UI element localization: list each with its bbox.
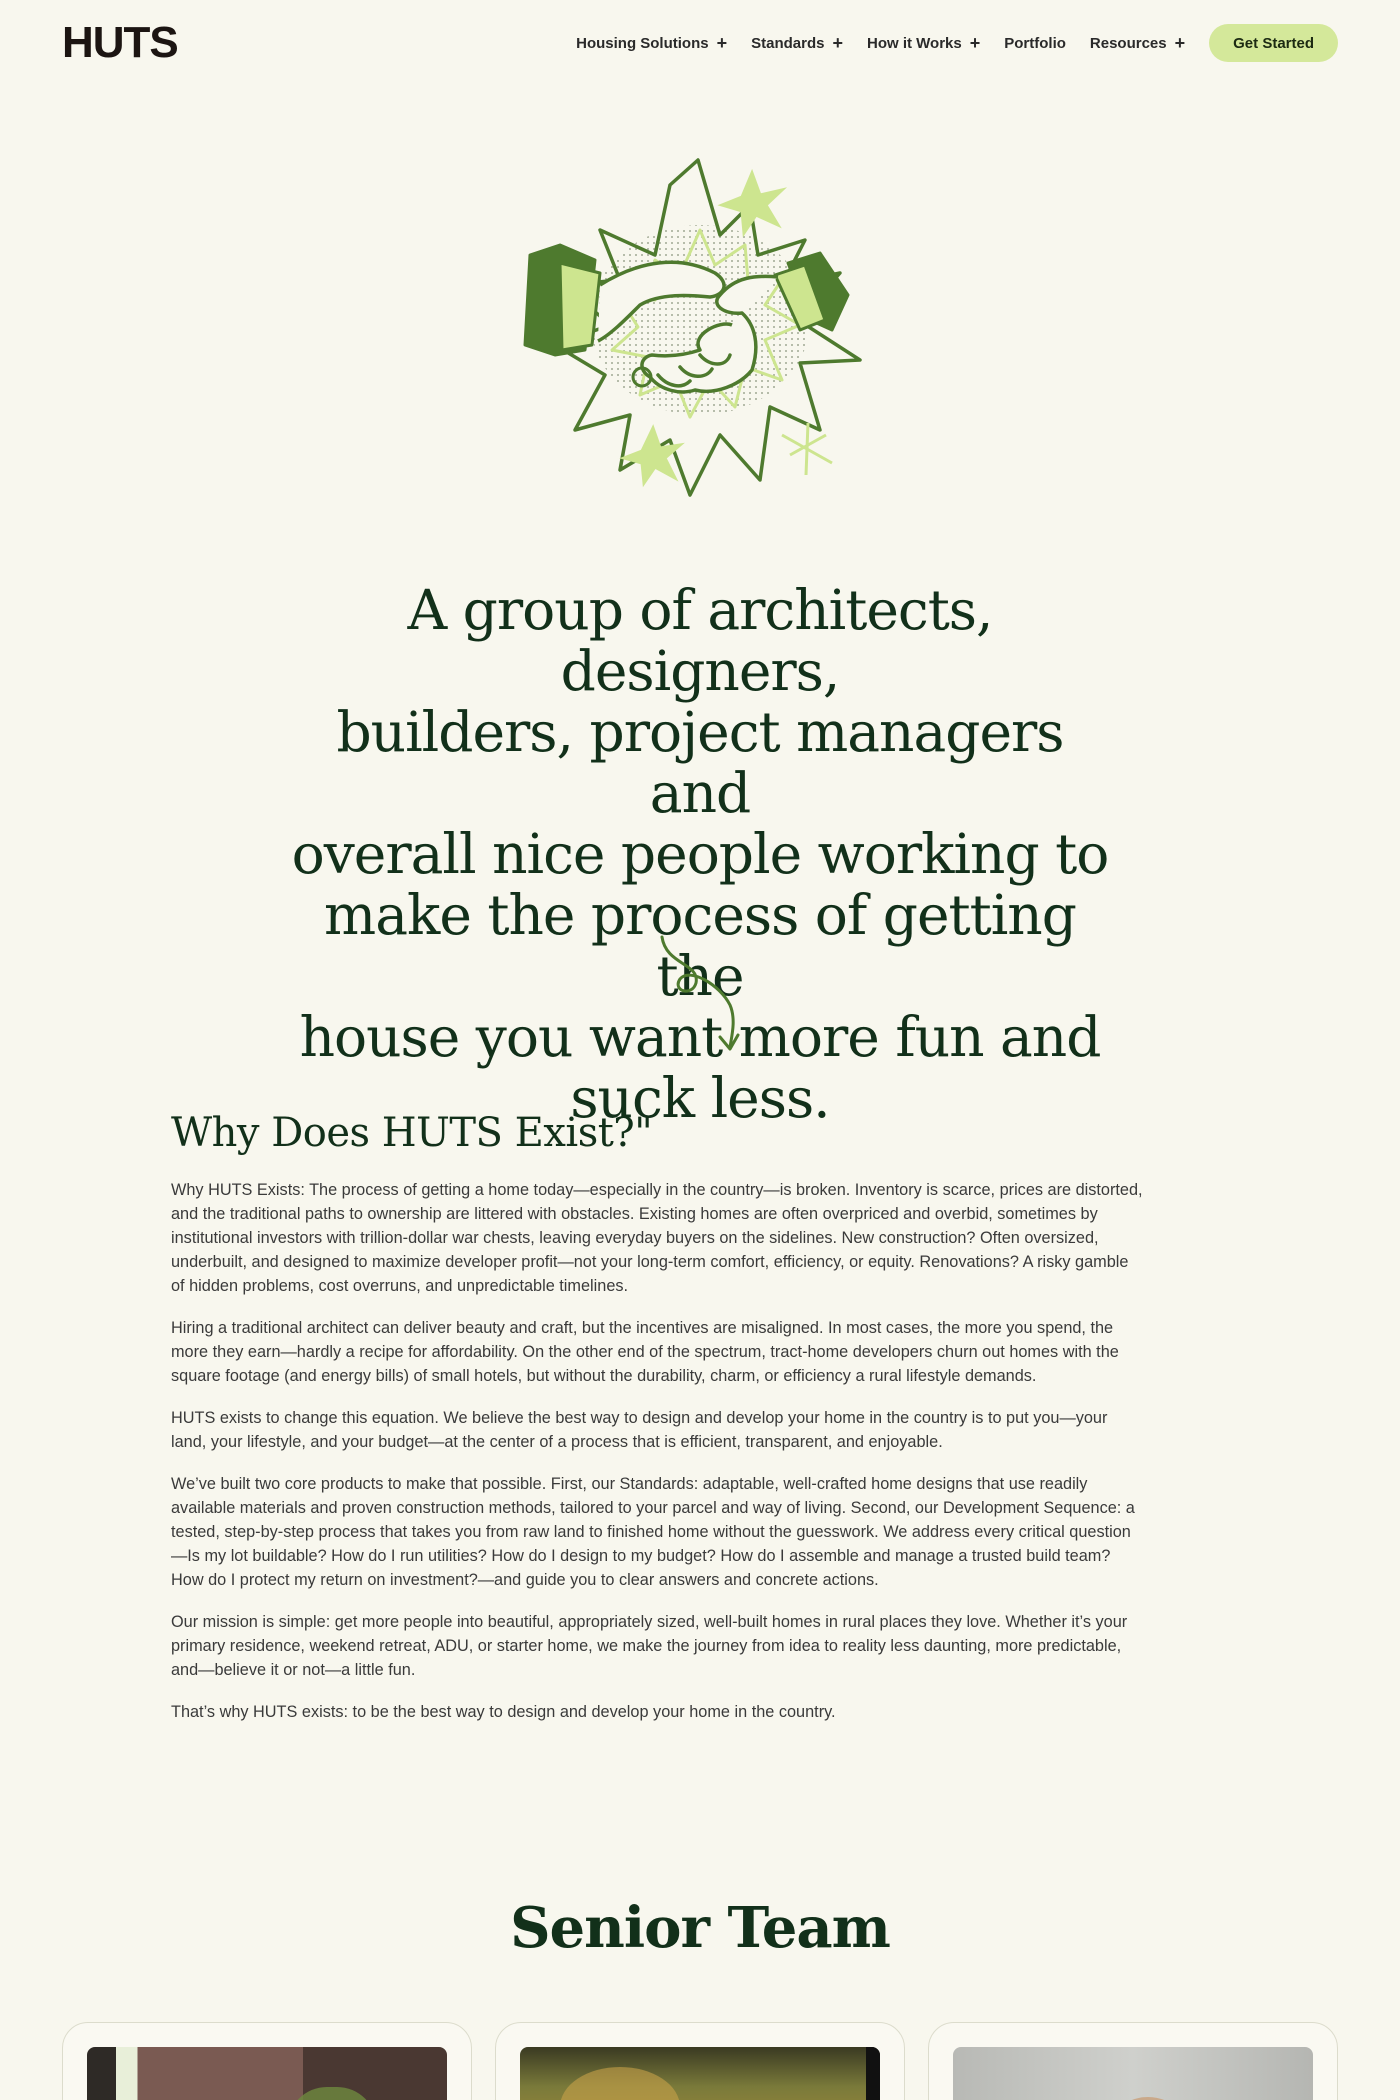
- plus-icon: +: [832, 33, 843, 53]
- main-nav: [552, 24, 1338, 62]
- nav-how-it-works[interactable]: [867, 34, 980, 52]
- nav-portfolio[interactable]: [1004, 35, 1066, 52]
- site-header: [0, 0, 1400, 86]
- hero-line: builders, project managers and: [336, 700, 1064, 825]
- section-title: Why Does HUTS Exist?": [171, 1110, 653, 1156]
- team-photo: [87, 2047, 447, 2100]
- nav-resources[interactable]: [1090, 34, 1185, 52]
- plus-icon: +: [1174, 33, 1186, 53]
- team-photo: [520, 2047, 880, 2100]
- hero-line: make the process of getting the: [324, 883, 1076, 1008]
- nav-item-label: Resources: [1089, 34, 1167, 52]
- team-card[interactable]: [495, 2022, 905, 2100]
- paragraph: HUTS exists to change this equation. We believe the best way to design and develop your home in the country is to put you—your land, your lifestyle, and your budget—at the center of a process that is efficient, transparent, and enjoyable.: [171, 1409, 1108, 1451]
- nav-housing-solutions[interactable]: [576, 34, 727, 52]
- curly-arrow-icon: [650, 935, 750, 1055]
- paragraph: That’s why HUTS exists: to be the best way to design and develop your home in the country.: [171, 1703, 836, 1721]
- why-huts-section: [171, 1110, 1146, 1742]
- paragraph: Why HUTS Exists: The process of getting a home today—especially in the country—is broken. Inventory is scarce, prices are distorted, and the traditional paths to ownership are littered with obstacles. Existing homes are often overpriced and overbid, sometimes by institutional investors with trillion-dollar war chests, leaving everyday buyers on the sidelines. New construction? Often oversized, underbuilt, and designed to maximize developer profit—not your long-term comfort, efficiency, or equity. Renovations? A risky gamble of hidden problems, cost overruns, and unpredictable timelines.: [171, 1181, 1143, 1295]
- hero-line: overall nice people working to: [291, 822, 1109, 886]
- senior-team-title: Senior Team: [510, 1895, 890, 1961]
- paragraph: Hiring a traditional architect can deliver beauty and craft, but the incentives are misaligned. In most cases, the more you spend, the more they earn—hardly a recipe for affordability. On the other end of the spectrum, tract-home developers churn out homes with the square footage (and energy bills) of small hotels, but without the durability, charm, or efficiency a rural lifestyle demands.: [171, 1319, 1119, 1385]
- nav-item-label: Portfolio: [1004, 34, 1066, 52]
- nav-item-label: Standards: [751, 34, 825, 52]
- hero-line: suck less.: [570, 1066, 830, 1130]
- paragraph: Our mission is simple: get more people into beautiful, appropriately sized, well-built homes in rural places they love. Whether it’s your primary residence, weekend retreat, ADU, or starter home, we make the journey from idea to reality less daunting, more predictable, and—believe it or not—a little fun.: [171, 1613, 1128, 1679]
- huts-logo[interactable]: HUTS: [62, 18, 178, 67]
- nav-item-label: Housing Solutions: [576, 34, 709, 52]
- handshake-icon: [520, 145, 880, 505]
- nav-item-label: How it Works: [867, 34, 962, 52]
- team-photo: [953, 2047, 1313, 2100]
- hero-line: house you want more fun and: [299, 1005, 1101, 1069]
- nav-standards[interactable]: [751, 34, 843, 52]
- hero-line: A group of architects, designers,: [407, 578, 993, 703]
- team-card[interactable]: [62, 2022, 472, 2100]
- plus-icon: +: [716, 33, 728, 53]
- paragraph: We’ve built two core products to make that possible. First, our Standards: adaptable, well-crafted home designs that use readily available materials and proven construction methods, tailored to your parcel and way of living. Second, our Development Sequence: a tested, step-by-step process that takes you from raw land to finished home without the guesswork. We address every critical question—Is my lot buildable? How do I run utilities? How do I design to my budget? How do I assemble and manage a trusted build team? How do I protect my return on investment?—and guide you to clear answers and concrete actions.: [171, 1475, 1135, 1589]
- team-card[interactable]: [928, 2022, 1338, 2100]
- get-started-button[interactable]: Get Started: [1209, 24, 1338, 62]
- plus-icon: +: [969, 33, 981, 53]
